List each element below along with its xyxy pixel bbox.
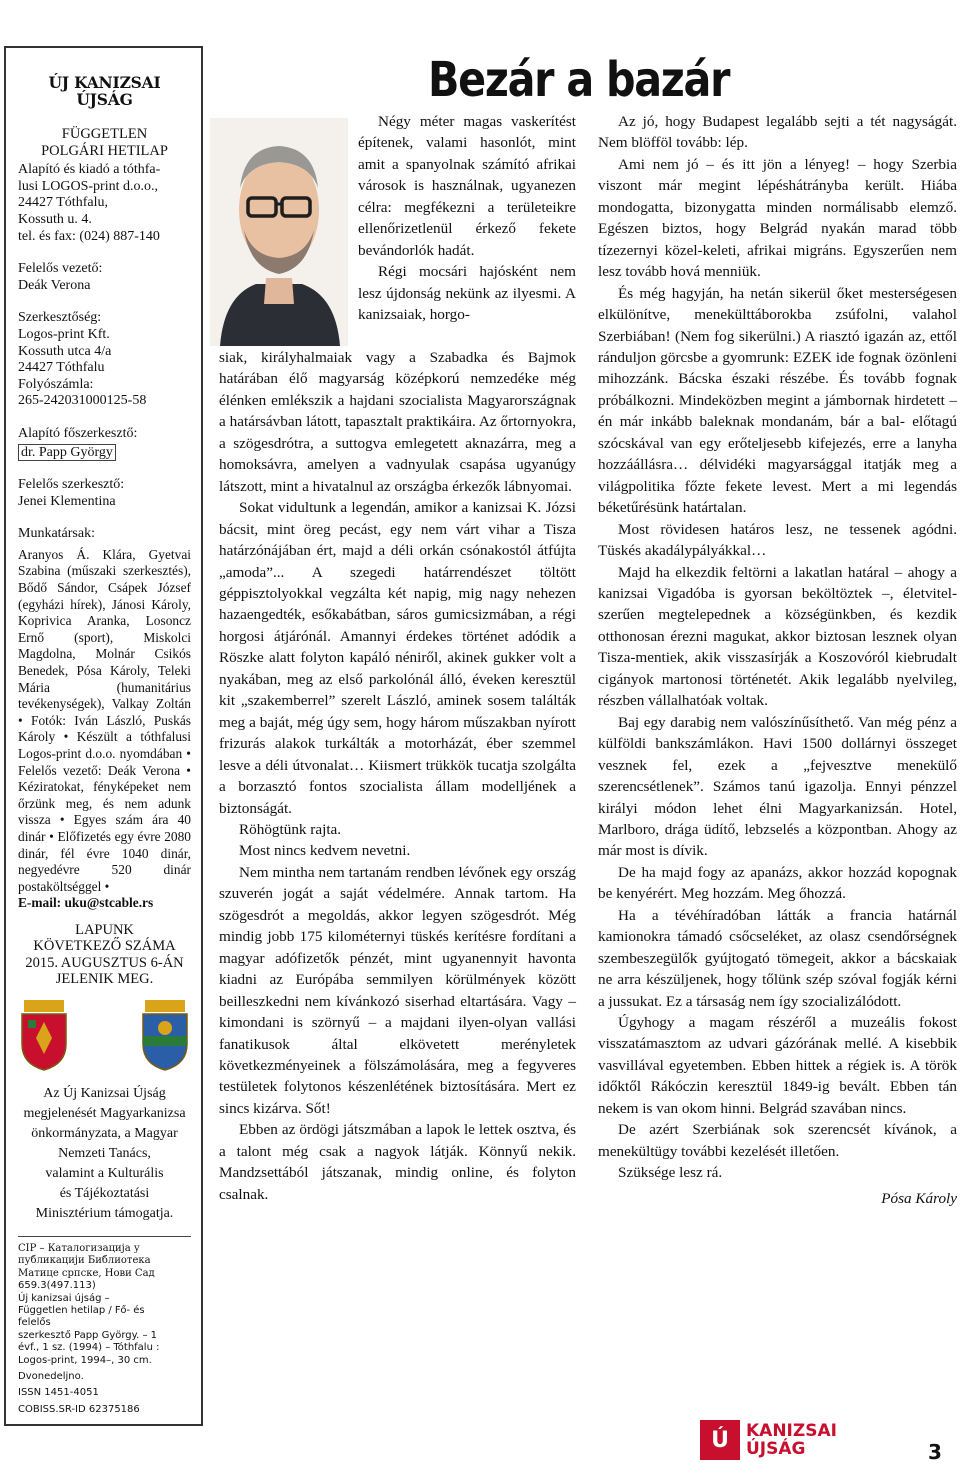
next-issue-notice xyxy=(18,922,191,988)
managing-label: Felelős vezető: xyxy=(18,261,103,277)
author-signature: Pósa Károly xyxy=(881,1189,957,1207)
article-paragraph: Nem mintha nem tartanám rendben lévőnek egy ország szuverén jogát a saját védelmére. Annak tartom. Ha szögesdrót a megoldás, akkor legyen szögesdrót. Még mindig jobb 175 kilométernyi tüskés kerítésre fordítani a magyar adófizetők pénzét, mint ugyanennyit havonta kiadni az Európába semmilyen körülmények között beilleszkedni nem kívánkozó siserhad eltartására. Vagy – kimondani is szörnyű – a majdani ilyen-olyan vallási fanatikusok által elkövetett merényletek következményeinek a fölszámolására, meg a fegyveres testületek folytonos készenlétének biztosítására. Mert ez sincs kizárva. Sőt! xyxy=(219,863,576,1117)
cip-line: COBISS.SR-ID 62375186 xyxy=(18,1403,140,1415)
support-line: Az Új Kanizsai Újság xyxy=(43,1085,166,1101)
support-line: valamint a Kulturális xyxy=(45,1165,164,1181)
masthead-subtitle xyxy=(18,126,191,160)
cip-line: Független hetilap / Fő- és xyxy=(18,1304,145,1316)
article-paragraph: Ebben az ördögi játszmában a lapok le lettek osztva, és a talont még csak a nagyok látják. Könnyű nekik. Mandzsettából játszanak, mindig online, és folyton csalnak. xyxy=(219,1121,576,1203)
cip-line: felelős xyxy=(18,1317,51,1329)
founder-label: Alapító főszerkesztő: xyxy=(18,425,138,441)
subtitle-line-2: POLGÁRI HETILAP xyxy=(41,143,168,160)
cip-line: szerkesztő Papp György. – 1 xyxy=(18,1329,158,1341)
editorial-line: 24427 Tóthfalu xyxy=(18,360,105,376)
cip-record xyxy=(18,1236,191,1416)
article-paragraph: Az jó, hogy Budapest legalább sejti a tét nagyságát. Nem blöfföl tovább: lép. xyxy=(598,113,957,152)
staff-section xyxy=(18,526,191,912)
article-paragraph: Ha a tévéhíradóban látták a francia határnál kamionokra támadó csőcseléket, az olasz csendőrségnek szembeszegülők gyújtogató tömegeit, akkor a bácskaiak ne arra készüljenek, hogy tőlünk szép szóval fogják kérni a jussukat. Ez a társaság nem így szocializálódott. xyxy=(598,906,957,1010)
support-line: és Tájékoztatási xyxy=(59,1185,150,1201)
cip-line: публикацији Библиотека xyxy=(18,1255,151,1267)
cip-line: Új kanizsai újság – xyxy=(18,1292,110,1304)
article-column-1-top xyxy=(358,111,576,326)
managing-director xyxy=(18,261,191,294)
article-paragraph: Úgyhogy a magam részéről a muzeális fokost visszatámasztom az udvari gázórának mellé. A kisebbik vasvillával egyetemben. Ebben hittek a régiek is. A török időktől Rákóczin keresztül 1849-ig bevált. Ebben tán nekem is van okom hinni. Belgrád szavában nincs. xyxy=(598,1014,957,1117)
support-line: Minisztérium támogatja. xyxy=(35,1205,174,1221)
next-issue-line: JELENIK MEG. xyxy=(55,971,154,988)
article-paragraph: Röhögtünk rajta. xyxy=(239,820,342,838)
next-issue-line: LAPUNK xyxy=(75,921,134,938)
article-paragraph: De ha majd fogy az apanázs, akkor hozzád kopognak be kenyérért. Meg hozzám. Meg őhozzá. xyxy=(598,863,957,903)
cip-line: Logos-print, 1994–, 30 cm. xyxy=(18,1354,152,1366)
publisher-line: Kossuth u. 4. xyxy=(18,211,92,227)
publisher-line: Alapító és kiadó a tóthfa- xyxy=(18,162,161,178)
editorial-line: Folyószámla: xyxy=(18,376,94,392)
support-notice xyxy=(18,1084,191,1224)
staff-label: Munkatársak: xyxy=(18,526,95,542)
email-address[interactable]: E-mail: uku@stcable.rs xyxy=(18,895,154,911)
founder-name: dr. Papp György xyxy=(18,444,116,461)
article-paragraph: De azért Szerbiának sok szerencsét kívánok, a menekültügy további kezelését illetően. xyxy=(598,1121,957,1160)
publisher-line: 24427 Tóthfalu, xyxy=(18,195,108,211)
article-paragraph: Szüksége lesz rá. xyxy=(618,1164,723,1182)
support-line: Nemzeti Tanács, xyxy=(58,1145,151,1161)
cip-line: évf., 1 sz. (1994) – Tóthfalu : xyxy=(18,1342,160,1354)
support-line: önkormányzata, a Magyar xyxy=(31,1125,178,1141)
author-photo xyxy=(210,118,348,346)
article-paragraph: Régi mocsári hajósként nem lesz újdonság nekünk az ilyesmi. A kanizsaiak, horgo- xyxy=(358,263,576,324)
publisher-line: tel. és fax: (024) 887-140 xyxy=(18,228,160,244)
article-column-1-bottom xyxy=(219,347,576,1205)
publisher-info xyxy=(18,162,191,245)
next-issue-line: 2015. AUGUSZTUS 6-ÁN xyxy=(25,954,184,971)
cip-line: ISSN 1451-4051 xyxy=(18,1387,99,1399)
managing-name: Deák Verona xyxy=(18,277,91,293)
masthead-title: ÚJ KANIZSAI ÚJSÁG xyxy=(48,73,161,109)
cip-line: CIP – Каталогизација у xyxy=(18,1242,140,1254)
coats-of-arms xyxy=(18,1000,191,1072)
article-paragraph: Majd ha elkezdik feltörni a lakatlan határal – ahogy a kanizsai Vigadóba is gyorsan beköltöztek –, életvitel-szerűen megtelepednek a községünkben, és kezdik otthonosan érezni magukat, akkor biztosan lesznek olyan Tisza-mentiek, akik visszasírják a Koszovóról kiebrudalt cigányok martonosi történetét. Akik legalább nyelvileg, részben vállalhatóak voltak. xyxy=(598,563,957,710)
article-paragraph: Sokat vidultunk a legendán, amikor a kanizsai K. Józsi bácsit, mint öreg pecást, egy nem várt vihar a Tisza határzónájában ért, majd a déli orkán csónakostól átfújta „amoda”... A szegedi határrendészet töltött géppisztolyokkal vegzálta két napig, mig nagy nehezen hazaengedték, esőkabátban, sáros gumicsizmában, a régi horgosi átjárónál. Amannyi érdekes történet adódik a Röszke alatt folyton kapáló néniről, akinek gukker volt a nyakában, meg az első parkolónál álló, éveken keresztül kit „szakemberrel” szerelt László, aminek sosem találták meg a baját, még úgy sem, hogy három műszakban nyírott frizurás alakok turkálták a motorházát, éber szemmel lesve a déli útvonalat… Kiismert trükkök tucatja szolgálta a borzasztó fontos szocialista állam modelljének a biztonságát. xyxy=(219,499,576,817)
editor-label: Felelős szerkesztő: xyxy=(18,477,125,493)
editorial-office xyxy=(18,310,191,410)
coat-of-arms-icon xyxy=(139,1000,191,1072)
cip-line: Матице српске, Нови Сад xyxy=(18,1267,155,1279)
editorial-line: Kossuth utca 4/a xyxy=(18,343,112,359)
page-number: 3 xyxy=(928,1440,942,1464)
article-paragraph: Baj egy darabig nem valószínűsíthető. Van még pénz a külföldi bankszámlákon. Havi 1500 dollárnyi összeget vesznek fel, ezek a „fejvesztve menekülő szerencsétlenek”. Számos tanú igazolja. Ennyi pénzzel királyi módon lehet élni Magyarkanizsán. Hotel, Marlboro, drága üdítő, lebzselés a központban. Ahogy az már most is dívik. xyxy=(598,713,957,860)
staff-list: Aranyos Á. Klára, Gyetvai Szabina (műszaki szerkesztés), Bődő Sándor, Csápek József (egyházi hírek), Jánosi Károly, Koprivica Aranka, Losoncz Ernő (sport), Miskolci Magdolna, Molnár Csikós Benedek, Pósa Károly, Teleki Mária (humanitárius tevékenységek), Valkay Zoltán • Fotók: Iván László, Puskás Károly • Készült a tóthfalusi Logos-print d.o.o. nyomdában • Felelős vezető: Deák Verona • Kéziratokat, fényképeket nem őrzünk meg, és nem adunk vissza • Egyes szám ára 40 dinár • Előfizetés egy évre 2080 dinár, fél évre 1040 dinár, negyedévre 520 dinár postaköltséggel • xyxy=(18,546,191,894)
article-paragraph: Most nincs kedvem nevetni. xyxy=(239,842,411,860)
article-paragraph: siak, királyhalmaiak vagy a Szabadka és Bajmok határában élő magyarság középkorú nemzedéke még élénken emlékszik a hajdani szocialista Magyarországnak a határsávban látott, tapasztalt praktikáira. Az őrtornyokra, a szögesdrótra, a suttogva emlegetett aknazárra, meg a homoksávra, amelyen a vadnyulak csapása ugyanúgy látszott, mint a hivatalnul az országba érkezők lábnyomai. xyxy=(219,349,576,495)
cip-line: Dvonedeljno. xyxy=(18,1371,84,1382)
editor-name: Jenei Klementina xyxy=(18,493,116,509)
logo-line-2: ÚJSÁG xyxy=(746,1439,806,1459)
founder xyxy=(18,426,191,461)
support-line: megjelenését Magyarkanizsa xyxy=(23,1105,186,1121)
editorial-line: Szerkesztőség: xyxy=(18,310,102,326)
editor xyxy=(18,477,191,510)
coat-of-arms-icon xyxy=(18,1000,70,1072)
logo-line-1: KANIZSAI xyxy=(746,1421,837,1441)
article-paragraph: Most rövidesen határos lesz, ne tessenek agódni. Tüskés akadálypályákkal… xyxy=(598,520,957,560)
cip-line: 659.3(497.113) xyxy=(18,1280,96,1292)
editorial-line: Logos-print Kft. xyxy=(18,326,110,342)
editorial-line: 265-242031000125-58 xyxy=(18,393,147,409)
publisher-line: lusi LOGOS-print d.o.o., xyxy=(18,178,158,194)
article-paragraph: Ami nem jó – és itt jön a lényeg! – hogy Szerbia viszont már megint lépéshátrányba került. Hiába mondogatta, bizonygatta minden normálisabb elemző. Egészen biztos, hogy Belgrád nyakán marad több tízezernyi közel-keleti, afrikai migráns. Egyszerűen nem lesz tovább hová menniük. xyxy=(598,155,957,281)
article-headline: Bezár a bazár xyxy=(428,52,730,108)
footer-logo xyxy=(700,1420,837,1460)
subtitle-line-1: FÜGGETLEN xyxy=(61,126,148,143)
article-column-2 xyxy=(598,111,957,1209)
article-paragraph: Négy méter magas vaskerítést építenek, valami hasonlót, mint amit a spanyolnak számító afrikai városok is használnak, ugyanezen célra: megfékezni a területeikre ellenőrizetlenül érkező fekete bevándorlók hadát. xyxy=(358,113,576,259)
masthead-sidebar xyxy=(4,46,203,1426)
newspaper-logo-icon: Ú xyxy=(700,1420,740,1460)
article-paragraph: És még hagyján, ha netán sikerül őket mesterségesen elkülönítve, menekülttáborokba zsúfolni, valahol Szerbiában! (Nem fog sikerülni.) A riasztó igazán az, ettől ránduljon görcsbe a gyomrunk: EZEK ide fognak özönleni mihozzánk. Bácska északi részébe. És tovább fognak próbálkozni. Mindeközben megint a jámbornak hirdetett – én már inkább baleknak mondanám, bár a bal- előtagú szócskával van egy erőteljesebb kifejezés, erre a lanyha hozzáállásra… délvidéki magyarsággal itatják meg a világpolitika főzte fekete levest. Mert a mi legendás béketűrésünk határtalan. xyxy=(598,284,957,517)
logo-wordmark xyxy=(746,1422,837,1458)
next-issue-line: KÖVETKEZŐ SZÁMA xyxy=(33,938,176,955)
